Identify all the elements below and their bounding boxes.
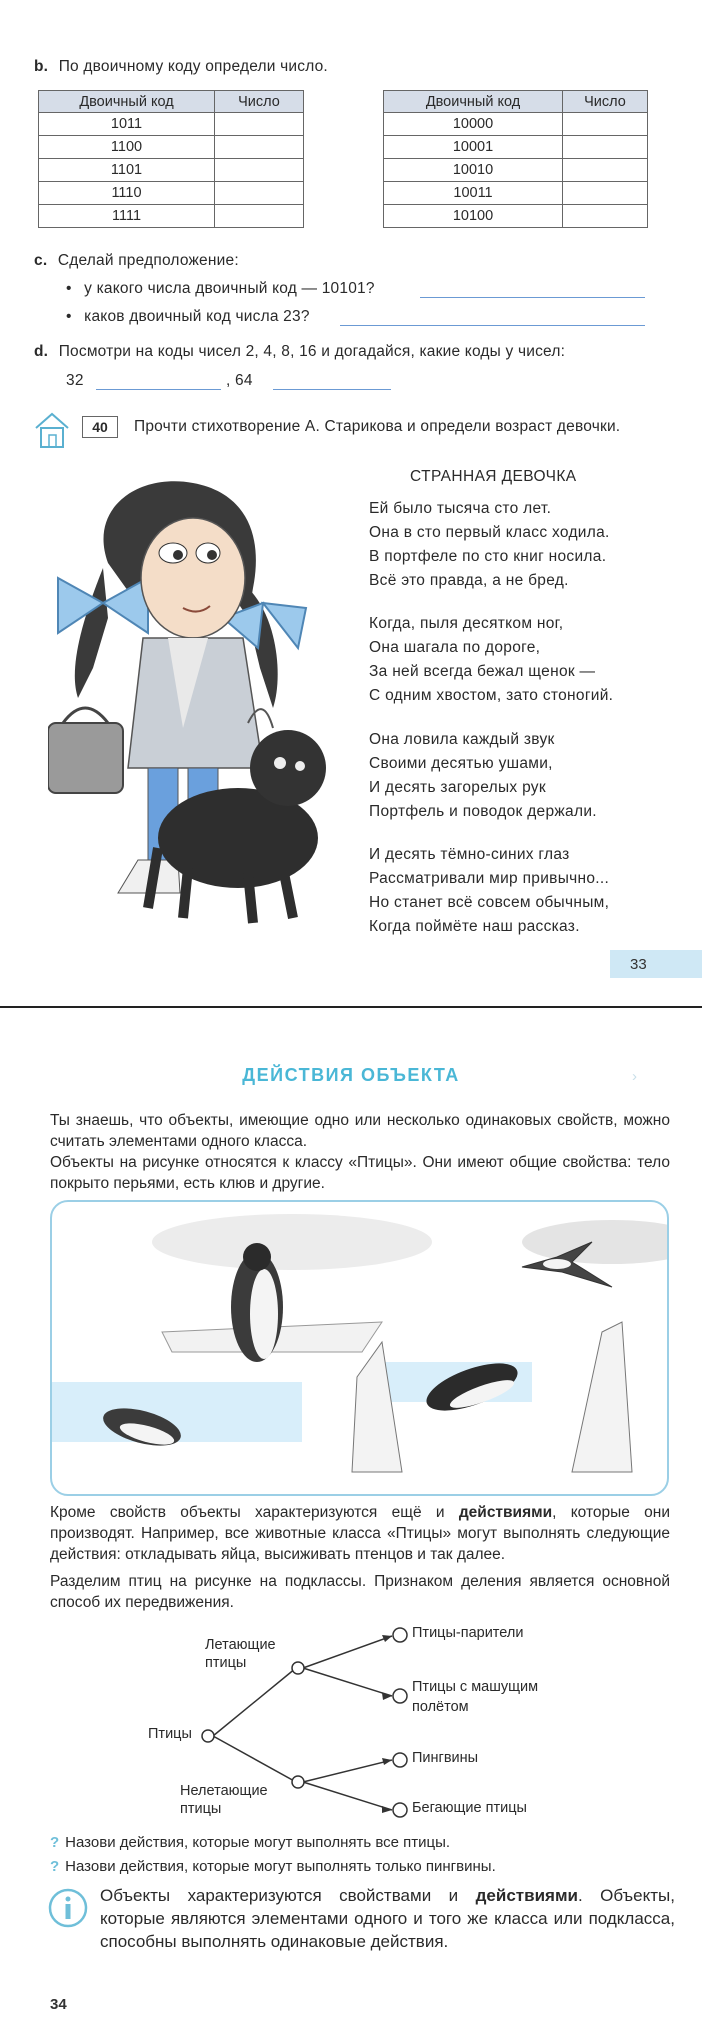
table-row [384,205,648,228]
poem-line: Рассматривали мир привычно... [369,870,610,887]
poem-line: Но станет всё совсем обычным, [369,894,610,911]
question-2 [50,1858,496,1875]
tree-node [202,1730,214,1742]
question-icon: ? [50,1834,60,1851]
page-number: 34 [50,1996,67,2013]
table-row [384,159,648,182]
tree-leaf-label: Птицы с машущим полётом [412,1679,539,1715]
answer-cell[interactable] [563,205,648,228]
table-header: Число [563,91,648,113]
task-b-letter: b. [34,58,49,75]
answer-cell[interactable] [215,136,304,159]
tree-root-label: Птицы [148,1726,192,1742]
answer-line[interactable] [420,297,645,298]
bullet-text: у какого числа двоичный код — 10101? [84,280,375,297]
table-row [384,136,648,159]
table-row [39,205,304,228]
task-c [34,252,239,270]
conclusion-text [100,1884,675,1953]
answer-cell[interactable] [215,159,304,182]
task-d-n2: , 64 [226,372,253,389]
task-c-bullet-1 [66,280,375,298]
page-number: 33 [630,956,647,973]
tree-node [292,1776,304,1788]
answer-cell[interactable] [563,182,648,205]
poem-line: Она шагала по дороге, [369,639,541,656]
poem-line: Когда поймёте наш рассказ. [369,918,580,935]
tree-node [393,1689,407,1703]
page-33 [0,0,702,1006]
task-d-n1: 32 [66,372,84,389]
tree-node [393,1628,407,1642]
poem-line: Всё это правда, а не бред. [369,572,569,589]
bullet-icon: • [66,280,72,297]
paragraph-3-part-1: Кроме свойств объекты характеризуются ещё и [50,1504,459,1521]
table-header: Двоичный код [384,91,563,113]
poem [369,500,669,940]
binary-code: 1111 [39,205,215,228]
binary-code: 10000 [384,113,563,136]
binary-table-2 [383,90,648,228]
answer-cell[interactable] [563,113,648,136]
answer-cell[interactable] [215,113,304,136]
task-d [34,343,565,361]
bullet-text: каков двоичный код числа 23? [84,308,310,325]
task-c-text: Сделай предположение: [57,252,239,269]
task-c-letter: c. [34,252,48,269]
table-row [39,113,304,136]
keyword-actions: действиями [458,1504,553,1521]
paragraph-4: Разделим птиц на рисунке на подклассы. Признаком деления является основной способ их передвижения. [50,1573,670,1611]
table-header: Число [215,91,304,113]
binary-code: 1011 [39,113,215,136]
answer-cell[interactable] [215,182,304,205]
info-icon [48,1888,88,1928]
answer-cell[interactable] [563,136,648,159]
tree-flightless-label: Нелетающие птицы [180,1783,268,1817]
answer-cell[interactable] [563,159,648,182]
poem-line: Она ловила каждый звук [369,731,555,748]
binary-code: 10001 [384,136,563,159]
answer-cell[interactable] [215,205,304,228]
table-row [39,159,304,182]
tree-leaf-label: Бегающие птицы [412,1800,527,1816]
poem-title: СТРАННАЯ ДЕВОЧКА [410,468,577,485]
conclusion-part-1: Объекты характеризуются свойствами и [100,1886,476,1905]
answer-line[interactable] [96,389,221,390]
binary-code: 10011 [384,182,563,205]
binary-table-1 [38,90,304,228]
binary-code: 1101 [39,159,215,182]
poem-line: В портфеле по сто книг носила. [369,548,607,565]
answer-line[interactable] [340,325,645,326]
binary-code: 1100 [39,136,215,159]
paragraph-1: Ты знаешь, что объекты, имеющие одно или несколько одинаковых свойств, можно считать элементами одного класса. [50,1112,670,1150]
task-number-badge: 40 [82,416,118,438]
keyword-actions: действиями [475,1886,578,1905]
section-heading: ДЕЙСТВИЯ ОБЪЕКТА [242,1065,460,1085]
bullet-icon: • [66,308,72,325]
binary-code: 10100 [384,205,563,228]
conclusion-part-2: . Объекты, которые являются элементами одного и того же класса или подкласса, способны выполнять одинаковые действия. [100,1886,675,1951]
question-text: Назови действия, которые могут выполнять только пингвины. [65,1858,496,1875]
paragraph-3-part-2: , которые они производят. Например, все животные класса «Птицы» могут выполнять следующие действия: откладывать яйца, высиживать птенцов и так далее. [50,1504,671,1563]
page-34 [0,1006,702,2018]
table-row [384,182,648,205]
page-number-bar [610,950,702,978]
poem-line: Ей было тысяча сто лет. [369,500,552,517]
table-row [39,136,304,159]
tree-leaf-label: Птицы-парители [412,1625,524,1641]
table-row [39,182,304,205]
poem-line: С одним хвостом, зато стоногий. [369,687,614,704]
binary-code: 1110 [39,182,215,205]
table-row [384,113,648,136]
question-icon: ? [50,1858,60,1875]
task-b [34,58,328,76]
task-40-text: Прочти стихотворение А. Старикова и определи возраст девочки. [134,418,621,435]
poem-line: И десять тёмно-синих глаз [369,846,570,863]
task-c-bullet-2 [66,308,310,326]
poem-line: Портфель и поводок держали. [369,803,597,820]
question-text: Назови действия, которые могут выполнять все птицы. [65,1834,451,1851]
tree-node [393,1803,407,1817]
answer-line[interactable] [273,389,391,390]
tree-flying-label: Летающие птицы [205,1637,276,1671]
question-1 [50,1834,450,1851]
poem-line: Она в сто первый класс ходила. [369,524,610,541]
home-task-icon [34,410,70,450]
girl-with-dog-illustration [48,468,348,928]
task-d-letter: d. [34,343,49,360]
arrow-icon: › [632,1068,637,1085]
poem-line: Своими десятью ушами, [369,755,553,772]
poem-line: И десять загорелых рук [369,779,546,796]
table-header: Двоичный код [39,91,215,113]
paragraph-2: Объекты на рисунке относятся к классу «Птицы». Они имеют общие свойства: тело покрыто перьями, есть клюв и другие. [50,1154,670,1192]
tree-node [393,1753,407,1767]
binary-code: 10010 [384,159,563,182]
task-d-text: Посмотри на коды чисел 2, 4, 8, 16 и догадайся, какие коды у чисел: [58,343,566,360]
poem-line: Когда, пыля десятком ног, [369,615,564,632]
task-b-text: По двоичному коду определи число. [58,58,328,75]
tree-leaf-label: Пингвины [412,1750,479,1766]
poem-line: За ней всегда бежал щенок — [369,663,596,680]
